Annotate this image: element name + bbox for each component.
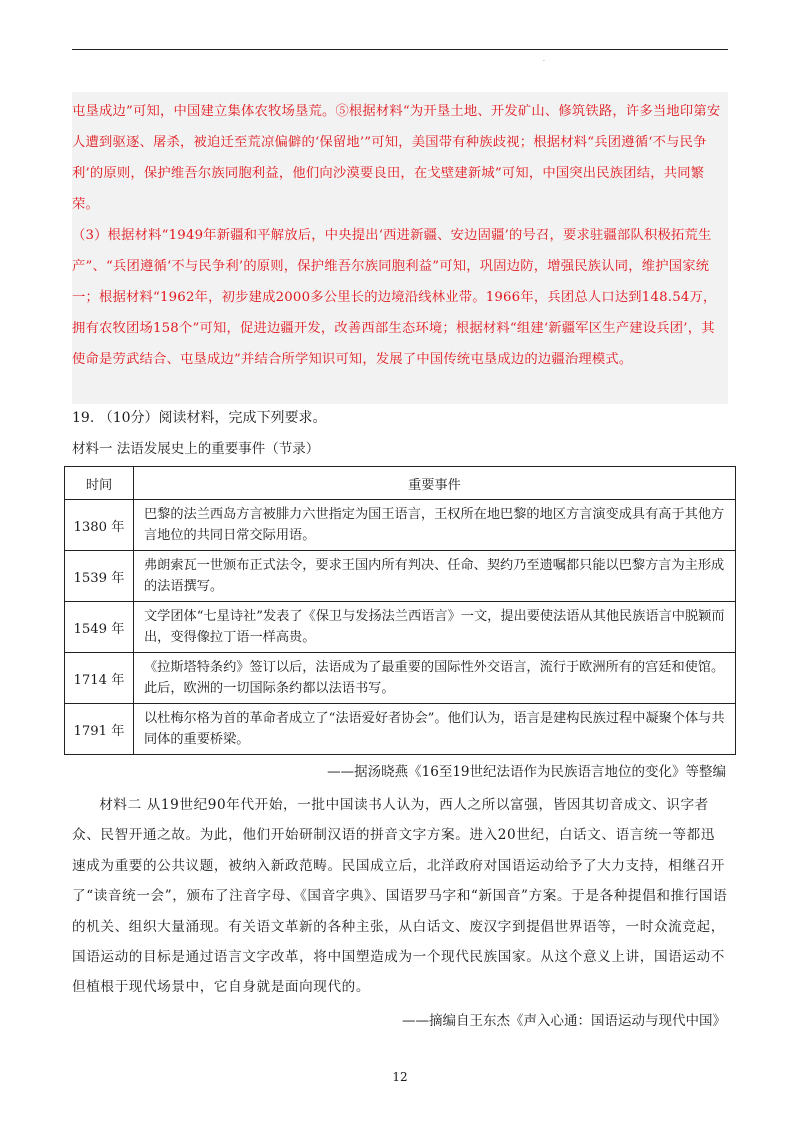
question-number: 19. xyxy=(72,410,95,426)
row-event: 以杜梅尔格为首的革命者成立了“法语爱好者协会”。他们认为，语言是建构民族过程中凝聚个体与共同体的重要桥梁。 xyxy=(134,704,736,755)
table-header-row xyxy=(65,467,736,500)
row-event: 《拉斯塔特条约》签订以后，法语成为了最重要的国际性外交语言，流行于欧洲所有的宫廷和使馆。此后，欧洲的一切国际条约都以法语书写。 xyxy=(134,653,736,704)
answer-paragraph-1: 屯垦成边”可知，中国建立集体农牧场垦荒。⑤根据材料“为开垦土地、开发矿山、修筑铁路，许多当地印第安人遭到驱逐、屠杀，被迫迁至荒凉偏僻的‘保留地’”可知，美国带有种族歧视；根据材料“兵团遵循‘不与民争利’的原则，保护维吾尔族同胞利益，他们向沙漠要良田，在戈壁建新城”可知，中国突出民族团结，共同繁荣。 xyxy=(72,104,721,212)
header-dot: · xyxy=(543,58,545,65)
question-prompt: 阅读材料，完成下列要求。 xyxy=(158,410,327,426)
table-row xyxy=(65,653,736,704)
material1-source: ——据汤晓燕《16至19世纪法语作为民族语言地位的变化》等整编 xyxy=(327,764,726,780)
row-event: 巴黎的法兰西岛方言被腓力六世指定为国王语言，王权所在地巴黎的地区方言演变成具有高于其他方言地位的共同日常交际用语。 xyxy=(134,500,736,551)
question-heading xyxy=(72,407,327,429)
material2-text: 材料二 从19世纪90年代开始，一批中国读书人认为，西人之所以富强，皆因其切音成文、识字者众、民智开通之故。为此，他们开始研制汉语的拼音文字方案。进入20世纪，白话文、语言统一等都迅速成为重要的公共议题，被纳入新政范畴。民国成立后，北洋政府对国语运动给予了大力支持，相继召开了“读音统一会”，颁布了注音字母、《国音字典》、国语罗马字和“新国音”方案。于是各种提倡和推行国语的机关、组织大量涌现。有关语文革新的各种主张，从白话文、废汉字到提倡世界语等，一时众流竞起，国语运动的目标是通过语言文字改革，将中国塑造成为一个现代民族国家。从这个意义上讲，国语运动不但植根于现代场景中，它自身就是面向现代的。 xyxy=(72,797,728,996)
row-event: 文学团体“七星诗社”发表了《保卫与发扬法兰西语言》一文，提出要使法语从其他民族语言中脱颖而出，变得像拉丁语一样高贵。 xyxy=(134,602,736,653)
header-event: 重要事件 xyxy=(134,467,736,500)
row-year: 1791 年 xyxy=(65,704,134,755)
material1-title: 材料一 法语发展史上的重要事件（节录） xyxy=(72,441,320,457)
table-row xyxy=(65,704,736,755)
table-row xyxy=(65,500,736,551)
row-year: 1539 年 xyxy=(65,551,134,602)
header-rule xyxy=(72,49,728,50)
row-year: 1380 年 xyxy=(65,500,134,551)
material2-section xyxy=(72,790,728,1003)
material2-source: ——摘编自王东杰《声入心通：国语运动与现代中国》 xyxy=(402,1013,726,1029)
answer-paragraph-2: （3）根据材料“1949年新疆和平解放后，中央提出‘西进新疆、安边固疆’的号召，要求驻疆部队积极拓荒生产”、“兵团遵循‘不与民争利’的原则，保护维吾尔族同胞利益”可知，巩固边防，增强民族认同，维护国家统一；根据材料“1962年，初步建成2000多公里长的边境沿线林业带。1966年，兵团总人口达到148.54万，拥有农牧团场158个”可知，促进边疆开发，改善西部生态环境；根据材料“组建‘新疆军区生产建设兵团’，其使命是劳武结合、屯垦成边”并结合所学知识可知，发展了中国传统屯垦成边的边疆治理模式。 xyxy=(72,228,717,367)
answer-section xyxy=(72,96,728,375)
table-row xyxy=(65,602,736,653)
row-year: 1549 年 xyxy=(65,602,134,653)
row-year: 1714 年 xyxy=(65,653,134,704)
page-number: 12 xyxy=(392,1070,408,1084)
row-event: 弗朗索瓦一世颁布正式法令，要求王国内所有判决、任命、契约乃至遗嘱都只能以巴黎方言为主形成的法语撰写。 xyxy=(134,551,736,602)
header-time: 时间 xyxy=(65,467,134,500)
table-row xyxy=(65,551,736,602)
question-score: （10分） xyxy=(98,410,159,426)
events-table xyxy=(64,466,736,755)
